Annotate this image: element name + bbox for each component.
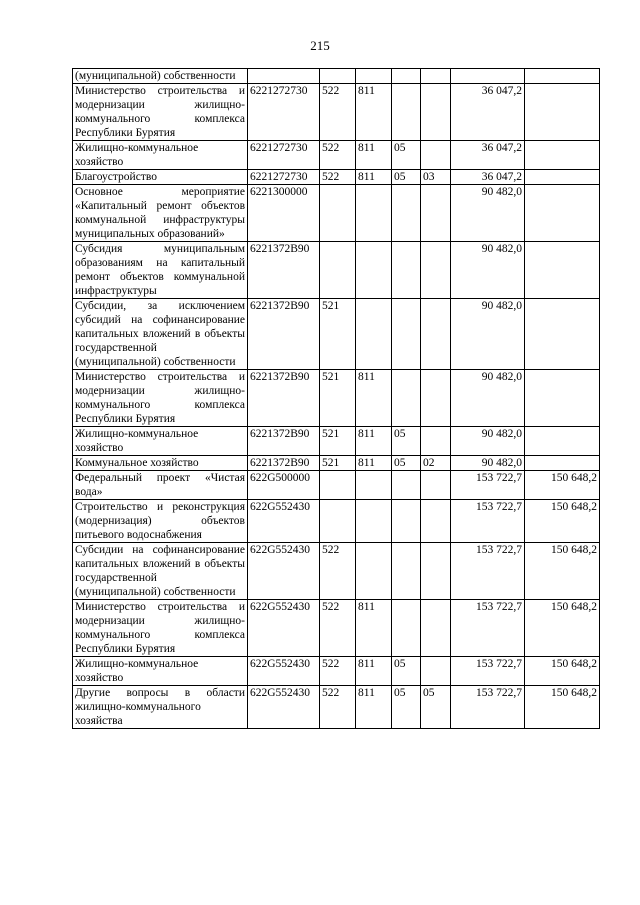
amount-year1-cell: 153 722,7 (451, 500, 525, 543)
section-cell (392, 471, 421, 500)
amount-year2-cell (525, 170, 600, 185)
table-row (73, 500, 600, 543)
amount-year1-cell: 153 722,7 (451, 657, 525, 686)
administrator-code-cell: 811 (356, 141, 392, 170)
row-name-cell: Министерство строительства и модернизации жилищно-коммунального комплекса Республики Бурятия (73, 370, 248, 427)
administrator-code-cell: 811 (356, 170, 392, 185)
amount-year1-cell: 153 722,7 (451, 600, 525, 657)
amount-year1-cell (451, 69, 525, 84)
budget-table (72, 68, 600, 729)
target-article-cell: 622G552430 (248, 600, 320, 657)
target-article-cell: 6221272730 (248, 84, 320, 141)
amount-year2-cell (525, 427, 600, 456)
administrator-code-cell (356, 471, 392, 500)
section-cell: 05 (392, 657, 421, 686)
administrator-code-cell (356, 185, 392, 242)
subsection-cell (421, 370, 451, 427)
subsection-cell (421, 657, 451, 686)
expense-type-cell (320, 500, 356, 543)
subsection-cell (421, 185, 451, 242)
row-name-cell: Благоустройство (73, 170, 248, 185)
budget-table-body (73, 69, 600, 729)
administrator-code-cell (356, 543, 392, 600)
expense-type-cell: 521 (320, 299, 356, 370)
target-article-cell: 6221372B90 (248, 299, 320, 370)
amount-year2-cell (525, 370, 600, 427)
subsection-cell (421, 84, 451, 141)
amount-year1-cell: 90 482,0 (451, 456, 525, 471)
subsection-cell: 05 (421, 686, 451, 729)
administrator-code-cell: 811 (356, 84, 392, 141)
administrator-code-cell (356, 69, 392, 84)
amount-year2-cell: 150 648,2 (525, 600, 600, 657)
section-cell (392, 185, 421, 242)
amount-year2-cell: 150 648,2 (525, 500, 600, 543)
amount-year1-cell: 153 722,7 (451, 471, 525, 500)
section-cell (392, 370, 421, 427)
amount-year2-cell (525, 299, 600, 370)
administrator-code-cell (356, 500, 392, 543)
row-name-cell: Другие вопросы в области жилищно-коммунального хозяйства (73, 686, 248, 729)
expense-type-cell: 522 (320, 600, 356, 657)
target-article-cell: 6221372B90 (248, 370, 320, 427)
administrator-code-cell: 811 (356, 427, 392, 456)
page-number: 215 (310, 38, 330, 53)
amount-year1-cell: 90 482,0 (451, 242, 525, 299)
row-name-cell: Субсидия муниципальным образованиям на капитальный ремонт объектов коммунальной инфраструктуры (73, 242, 248, 299)
row-name-cell: Министерство строительства и модернизации жилищно-коммунального комплекса Республики Бурятия (73, 600, 248, 657)
amount-year1-cell: 153 722,7 (451, 686, 525, 729)
row-name-cell: Субсидии на софинансирование капитальных вложений в объекты государственной (муниципальной) собственности (73, 543, 248, 600)
administrator-code-cell: 811 (356, 600, 392, 657)
subsection-cell (421, 543, 451, 600)
target-article-cell: 622G500000 (248, 471, 320, 500)
amount-year2-cell (525, 84, 600, 141)
subsection-cell (421, 471, 451, 500)
row-name-cell: (муниципальной) собственности (73, 69, 248, 84)
target-article-cell: 622G552430 (248, 543, 320, 600)
section-cell: 05 (392, 170, 421, 185)
row-name-cell: Строительство и реконструкция (модернизация) объектов питьевого водоснабжения (73, 500, 248, 543)
amount-year2-cell (525, 141, 600, 170)
table-row (73, 370, 600, 427)
section-cell (392, 69, 421, 84)
subsection-cell: 02 (421, 456, 451, 471)
section-cell: 05 (392, 141, 421, 170)
amount-year1-cell: 36 047,2 (451, 141, 525, 170)
target-article-cell: 6221300000 (248, 185, 320, 242)
amount-year1-cell: 90 482,0 (451, 185, 525, 242)
target-article-cell: 622G552430 (248, 500, 320, 543)
expense-type-cell (320, 471, 356, 500)
expense-type-cell (320, 242, 356, 299)
target-article-cell (248, 69, 320, 84)
amount-year2-cell: 150 648,2 (525, 543, 600, 600)
subsection-cell (421, 242, 451, 299)
expense-type-cell: 522 (320, 543, 356, 600)
table-row (73, 69, 600, 84)
section-cell (392, 500, 421, 543)
row-name-cell: Федеральный проект «Чистая вода» (73, 471, 248, 500)
administrator-code-cell: 811 (356, 370, 392, 427)
table-row (73, 170, 600, 185)
subsection-cell (421, 427, 451, 456)
section-cell (392, 242, 421, 299)
amount-year1-cell: 90 482,0 (451, 370, 525, 427)
amount-year2-cell: 150 648,2 (525, 686, 600, 729)
expense-type-cell (320, 185, 356, 242)
row-name-cell: Субсидии, за исключением субсидий на софинансирование капитальных вложений в объекты государственной (муниципальной) собственности (73, 299, 248, 370)
target-article-cell: 622G552430 (248, 686, 320, 729)
amount-year2-cell (525, 69, 600, 84)
table-row (73, 471, 600, 500)
target-article-cell: 6221372B90 (248, 427, 320, 456)
expense-type-cell (320, 69, 356, 84)
table-row (73, 185, 600, 242)
amount-year1-cell: 90 482,0 (451, 427, 525, 456)
subsection-cell: 03 (421, 170, 451, 185)
amount-year1-cell: 153 722,7 (451, 543, 525, 600)
administrator-code-cell (356, 299, 392, 370)
expense-type-cell: 521 (320, 456, 356, 471)
table-row (73, 84, 600, 141)
table-row (73, 299, 600, 370)
table-row (73, 141, 600, 170)
target-article-cell: 6221372B90 (248, 456, 320, 471)
target-article-cell: 622G552430 (248, 657, 320, 686)
row-name-cell: Основное мероприятие «Капитальный ремонт объектов коммунальной инфраструктуры муниципальных образований» (73, 185, 248, 242)
expense-type-cell: 522 (320, 686, 356, 729)
expense-type-cell: 522 (320, 170, 356, 185)
section-cell (392, 299, 421, 370)
table-row (73, 543, 600, 600)
administrator-code-cell: 811 (356, 456, 392, 471)
expense-type-cell: 521 (320, 370, 356, 427)
row-name-cell: Жилищно-коммунальное хозяйство (73, 141, 248, 170)
target-article-cell: 6221272730 (248, 141, 320, 170)
row-name-cell: Жилищно-коммунальное хозяйство (73, 657, 248, 686)
subsection-cell (421, 500, 451, 543)
expense-type-cell: 522 (320, 84, 356, 141)
subsection-cell (421, 69, 451, 84)
amount-year2-cell (525, 185, 600, 242)
row-name-cell: Министерство строительства и модернизации жилищно-коммунального комплекса Республики Бурятия (73, 84, 248, 141)
table-row (73, 242, 600, 299)
section-cell (392, 84, 421, 141)
section-cell: 05 (392, 686, 421, 729)
table-row (73, 600, 600, 657)
target-article-cell: 6221372B90 (248, 242, 320, 299)
expense-type-cell: 521 (320, 427, 356, 456)
expense-type-cell: 522 (320, 141, 356, 170)
expense-type-cell: 522 (320, 657, 356, 686)
subsection-cell (421, 299, 451, 370)
amount-year2-cell: 150 648,2 (525, 471, 600, 500)
table-row (73, 427, 600, 456)
row-name-cell: Коммунальное хозяйство (73, 456, 248, 471)
target-article-cell: 6221272730 (248, 170, 320, 185)
administrator-code-cell (356, 242, 392, 299)
amount-year2-cell: 150 648,2 (525, 657, 600, 686)
subsection-cell (421, 600, 451, 657)
row-name-cell: Жилищно-коммунальное хозяйство (73, 427, 248, 456)
administrator-code-cell: 811 (356, 686, 392, 729)
table-row (73, 686, 600, 729)
section-cell: 05 (392, 456, 421, 471)
amount-year2-cell (525, 242, 600, 299)
section-cell (392, 600, 421, 657)
subsection-cell (421, 141, 451, 170)
table-row (73, 456, 600, 471)
section-cell (392, 543, 421, 600)
amount-year1-cell: 36 047,2 (451, 170, 525, 185)
table-row (73, 657, 600, 686)
section-cell: 05 (392, 427, 421, 456)
administrator-code-cell: 811 (356, 657, 392, 686)
amount-year1-cell: 90 482,0 (451, 299, 525, 370)
amount-year1-cell: 36 047,2 (451, 84, 525, 141)
amount-year2-cell (525, 456, 600, 471)
